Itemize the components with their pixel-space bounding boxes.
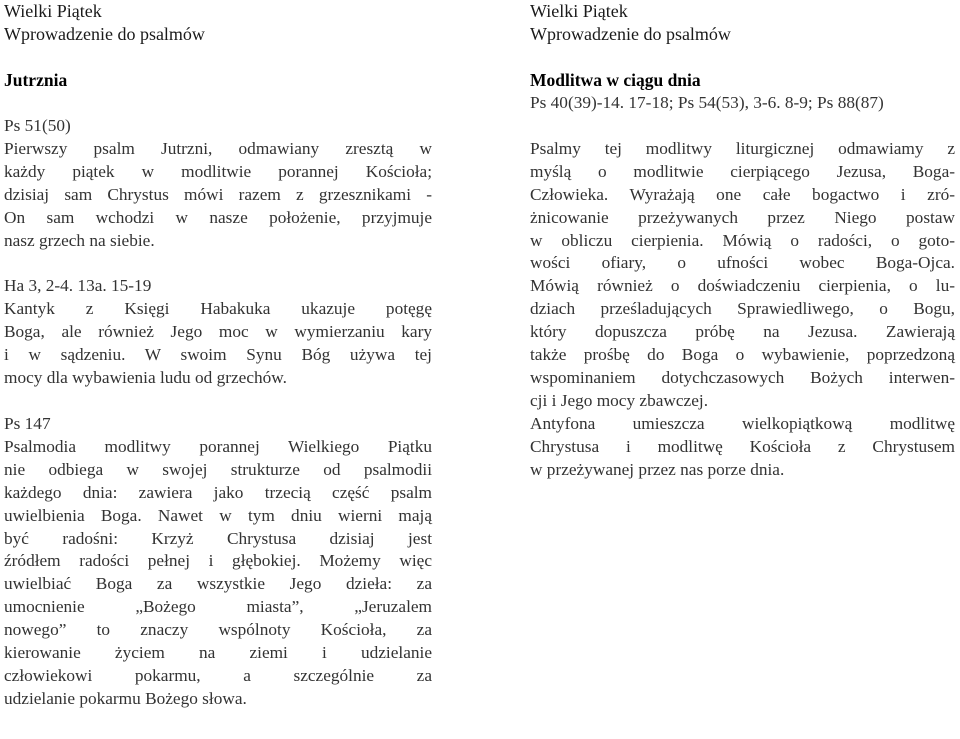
text-line: myślą o modlitwie cierpiącego Jezusa, Boga-: [530, 161, 955, 181]
text-line: uwielbiać Boga za wszystkie Jego dzieła: za: [4, 574, 432, 594]
text-line: żnicowanie przeżywanych przez Niego postaw: [530, 207, 955, 227]
section-title-jutrznia: Jutrznia: [4, 70, 68, 90]
text-line: kierowanie życiem na ziemi i udzielanie: [4, 643, 432, 663]
text-line: udzielanie pokarmu Bożego słowa.: [4, 688, 247, 708]
text-line: Psalmodia modlitwy porannej Wielkiego Piątku: [4, 436, 432, 456]
text-line: każdy piątek w modlitwie porannej Kościoła;: [4, 161, 432, 181]
text-line: cji i Jego mocy zbawczej.: [530, 390, 709, 410]
psalm-ref-147: Ps 147: [4, 413, 51, 433]
text-line: Pierwszy psalm Jutrzni, odmawiany zresztą w: [4, 138, 432, 158]
header-title: Wielki Piątek: [530, 1, 628, 21]
text-line: który dopuszcza próbę na Jezusa. Zawierają: [530, 322, 955, 342]
antiphon-line: Antyfona umieszcza wielkopiątkową modlitwę: [530, 413, 955, 433]
text-line: także prośbę do Boga o wybawienie, poprzedzoną: [530, 345, 955, 365]
text-line: źródłem radości pełnej i głębokiej. Możemy więc: [4, 551, 432, 571]
text-line: Mówią również o doświadczeniu cierpienia, o lu-: [530, 276, 955, 296]
text-line: wspominaniem dotychczasowych Bożych interwen-: [530, 367, 955, 387]
section-title-modlitwa: Modlitwa w ciągu dnia: [530, 70, 701, 90]
header-title: Wielki Piątek: [4, 1, 102, 21]
text-line: mocy dla wybawienia ludu od grzechów.: [4, 368, 287, 388]
text-line: dzisiaj sam Chrystus mówi razem z grzesznikami -: [4, 184, 432, 204]
text-line: każdego dnia: zawiera jako trzecią część psalm: [4, 482, 432, 502]
left-column: [4, 0, 432, 711]
text-line: wości ofiary, o ufności wobec Boga-Ojca.: [530, 253, 955, 273]
text-line: być radośni: Krzyż Chrystusa dzisiaj jest: [4, 528, 432, 548]
text-line: i w sądzeniu. W swoim Synu Bóg używa tej: [4, 345, 432, 365]
canticle-ref-habakuk: Ha 3, 2-4. 13a. 15-19: [4, 276, 152, 296]
text-line: Psalmy tej modlitwy liturgicznej odmawiamy z: [530, 138, 955, 158]
text-line: On sam wchodzi w nasze położenie, przyjmuje: [4, 207, 432, 227]
text-line: Człowieka. Wyrażają one całe bogactwo i zró-: [530, 184, 955, 204]
header-subtitle: Wprowadzenie do psalmów: [530, 24, 731, 44]
antiphon-line: w przeżywanej przez nas porze dnia.: [530, 459, 785, 479]
text-line: uwielbienia Boga. Nawet w tym dniu wierni mają: [4, 505, 432, 525]
text-line: umocnienie „Bożego miasta”, „Jeruzalem: [4, 597, 432, 617]
text-line: człowiekowi pokarmu, a szczególnie za: [4, 665, 432, 685]
psalm-ref-51: Ps 51(50): [4, 116, 71, 135]
text-line: Boga, ale również Jego moc w wymierzaniu kary: [4, 322, 432, 342]
text-line: w obliczu cierpienia. Mówią o radości, o goto-: [530, 230, 955, 250]
text-line: nowego” to znaczy wspólnoty Kościoła, za: [4, 620, 432, 640]
header-subtitle: Wprowadzenie do psalmów: [4, 24, 205, 44]
text-line: Kantyk z Księgi Habakuka ukazuje potęgę: [4, 299, 432, 319]
antiphon-line: Chrystusa i modlitwę Kościoła z Chrystusem: [530, 436, 955, 456]
right-column: [530, 0, 955, 482]
text-line: dziach prześladujących Sprawiedliwego, o Bogu,: [530, 299, 955, 319]
text-line: nie odbiega w swojej strukturze od psalmodii: [4, 459, 432, 479]
psalms-ref: Ps 40(39)-14. 17-18; Ps 54(53), 3-6. 8-9; Ps 88(87): [530, 93, 884, 112]
text-line: nasz grzech na siebie.: [4, 230, 155, 250]
